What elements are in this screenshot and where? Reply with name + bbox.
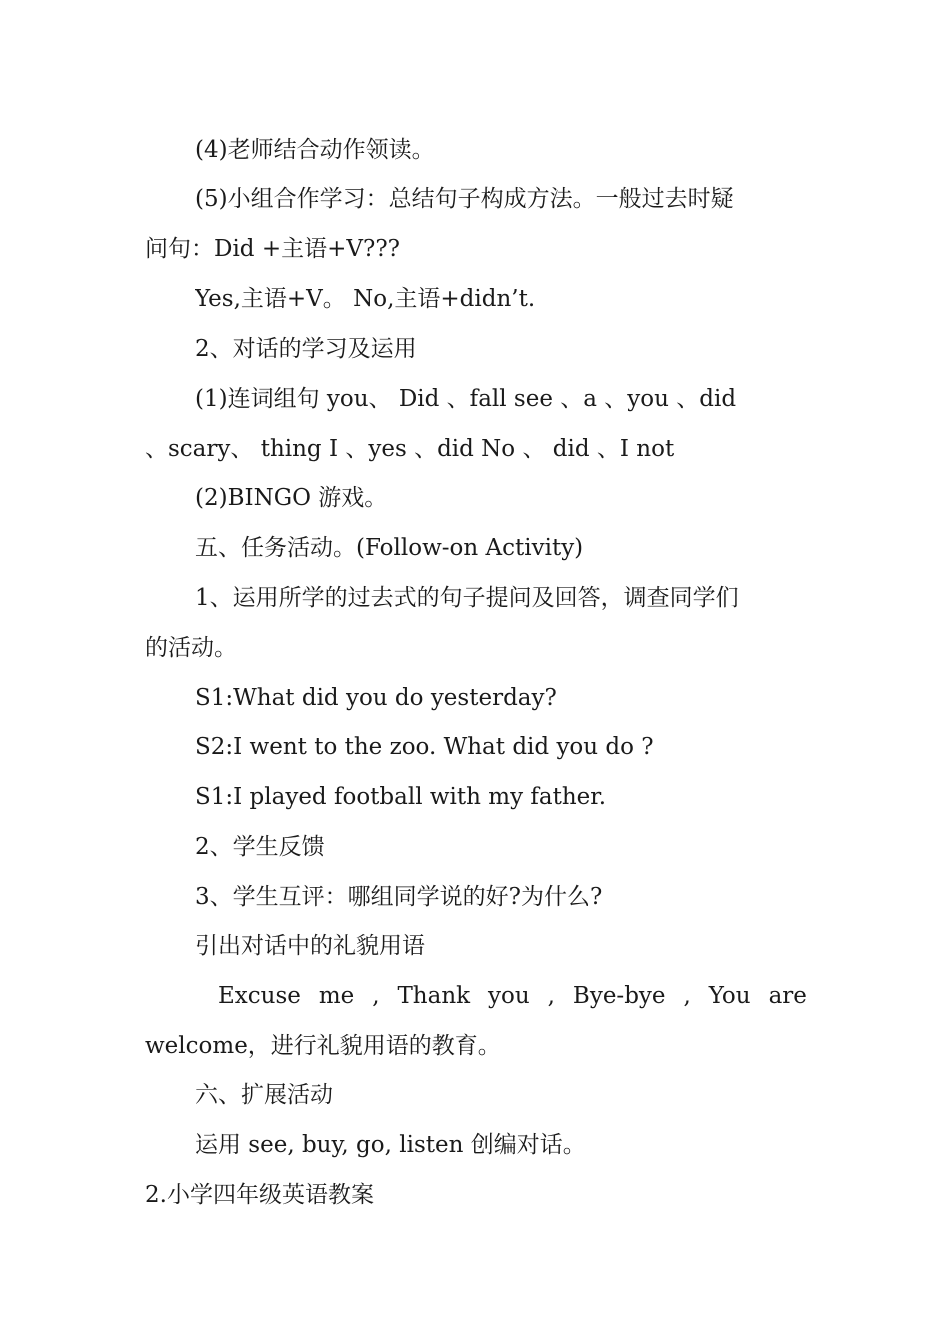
paragraph-line: (5)小组合作学习：总结句子构成方法。一般过去时疑 [195, 186, 734, 212]
word: Bye-bye [572, 983, 666, 1009]
word: , [372, 983, 380, 1009]
document-title: 2.小学四年级英语教案 [145, 1182, 374, 1208]
paragraph-line: 1、运用所学的过去式的句子提问及回答，调查同学们 [195, 585, 739, 611]
paragraph-line: 、scary、 thing I 、yes 、did No 、 did 、I not [145, 436, 675, 462]
paragraph-line: 的活动。 [145, 635, 237, 661]
word: you [488, 983, 530, 1009]
paragraph-line: 3、学生互评：哪组同学说的好?为什么? [195, 884, 603, 910]
word: You [708, 983, 751, 1009]
word: Thank [397, 983, 471, 1009]
paragraph-line: (4)老师结合动作领读。 [195, 137, 435, 163]
dialogue-line: S1:What did you do yesterday? [195, 685, 557, 711]
paragraph-line: 2、学生反馈 [195, 834, 325, 860]
word: Excuse [218, 983, 301, 1009]
word: , [547, 983, 555, 1009]
paragraph-line: (2)BINGO 游戏。 [195, 485, 388, 511]
paragraph-line: 引出对话中的礼貌用语 [195, 933, 425, 959]
section-heading: 五、任务活动。(Follow-on Activity) [195, 535, 584, 561]
paragraph-line: 问句：Did +主语+V??? [145, 236, 400, 262]
paragraph-line: 2、对话的学习及运用 [195, 336, 417, 362]
word: are [768, 983, 807, 1009]
paragraph-line: 运用 see, buy, go, listen 创编对话。 [195, 1132, 586, 1158]
dialogue-line: S2:I went to the zoo. What did you do ? [195, 734, 654, 760]
dialogue-line: S1:I played football with my father. [195, 784, 607, 810]
paragraph-line: welcome，进行礼貌用语的教育。 [145, 1033, 501, 1059]
justified-paragraph-line [218, 971, 807, 1021]
section-heading: 六、扩展活动 [195, 1082, 333, 1108]
word: , [683, 983, 691, 1009]
paragraph-line: (1)连词组句 you、 Did 、fall see 、a 、you 、did [195, 386, 737, 412]
paragraph-line: Yes,主语+V。 No,主语+didn’t. [195, 286, 536, 312]
word: me [318, 983, 355, 1009]
